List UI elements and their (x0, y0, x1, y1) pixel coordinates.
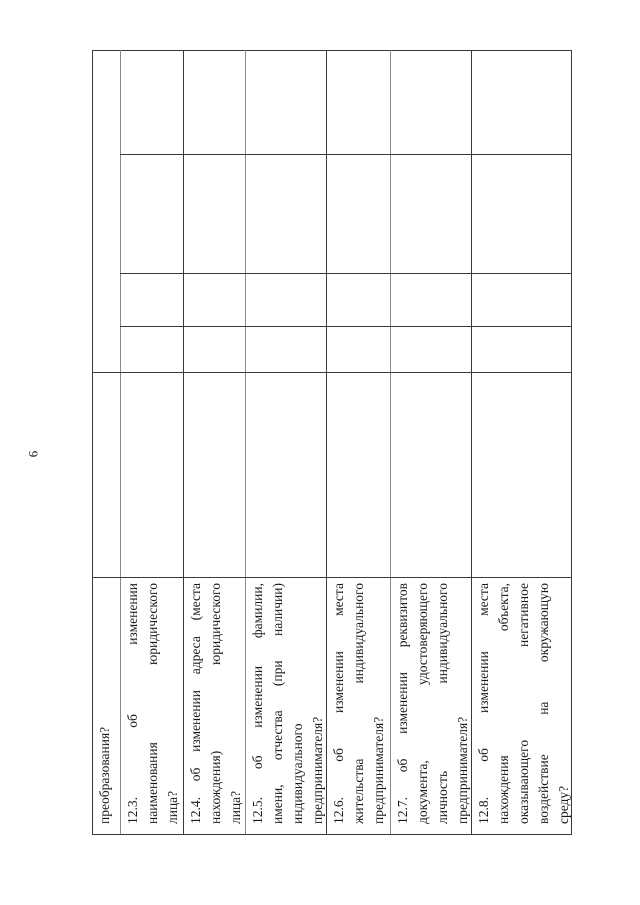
question-line: лица? (228, 790, 243, 824)
answer-column-separator (120, 154, 571, 155)
question-line: нахождения объекта, (496, 583, 511, 824)
question-line: документа, удостоверяющего (415, 583, 430, 824)
question-line: жительства индивидуального (351, 583, 366, 824)
question-line: воздействие на окружающую (536, 583, 551, 824)
question-line: предпринимателя? (310, 716, 325, 824)
question-line: среду? (556, 785, 571, 824)
question-line: личность индивидуального (435, 583, 450, 824)
question-cell (474, 577, 574, 830)
question-line: 12.4. об изменении адреса (места (188, 583, 203, 824)
question-cell (123, 577, 186, 830)
question-cell (95, 577, 123, 830)
question-line: нахождения) юридического (208, 583, 223, 824)
question-line: 12.5. об изменении фамилии, (250, 583, 265, 824)
question-line: 12.8. об изменении места (476, 583, 491, 824)
question-line: индивидуального (290, 723, 305, 824)
question-line: 12.6. об изменении места (331, 583, 346, 824)
question-cell (393, 577, 474, 830)
question-cell (248, 577, 329, 830)
table-border-top (92, 50, 572, 51)
question-line: предпринимателя? (371, 716, 386, 824)
question-line: предпринимателя? (455, 716, 470, 824)
question-line: преобразования? (97, 726, 112, 824)
question-line: 12.7. об изменении реквизитов (395, 583, 410, 824)
question-line: имени, отчества (при наличии) (270, 583, 285, 824)
page-number: 9 (26, 450, 41, 458)
table-border-left (92, 50, 93, 834)
question-line: оказывающего негативное (516, 583, 531, 824)
question-cell (329, 577, 393, 830)
table-border-bottom (92, 834, 572, 835)
question-cell (186, 577, 248, 830)
answer-column-separator (120, 273, 571, 274)
question-line: наименования юридического (145, 583, 160, 824)
question-line: лица? (165, 790, 180, 824)
answer-column-separator (120, 326, 571, 327)
question-line: 12.3. об изменении (125, 583, 140, 824)
answer-column-separator (92, 372, 571, 373)
